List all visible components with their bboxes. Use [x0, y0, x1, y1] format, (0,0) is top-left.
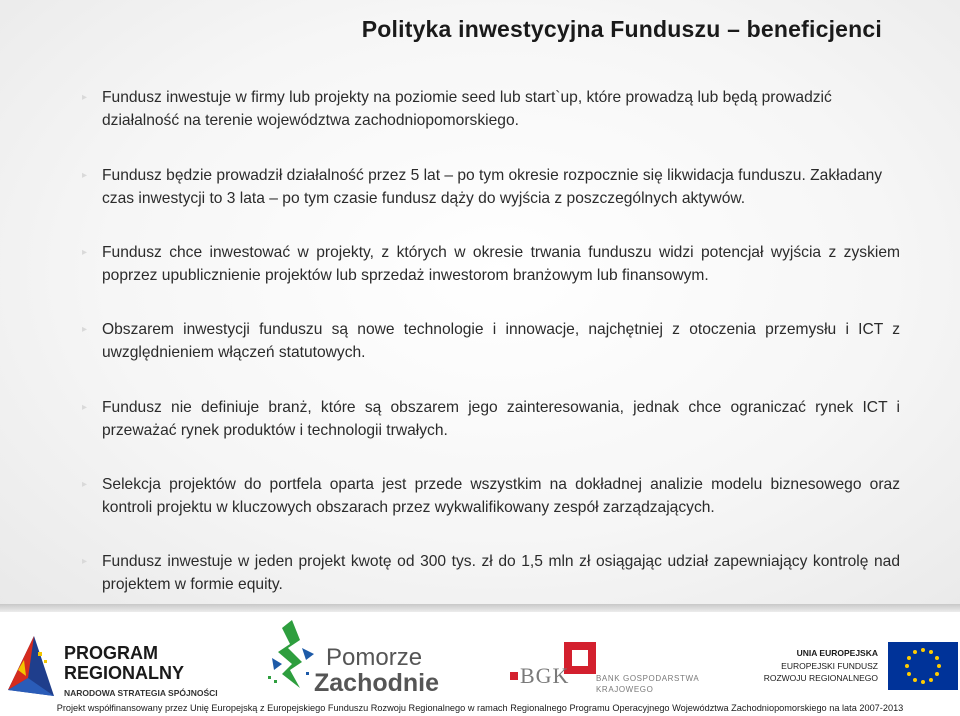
bullet-arrow-icon: ▸: [82, 170, 88, 181]
bullet-item: [82, 86, 900, 132]
eu-line2: EUROPEJSKI FUNDUSZ: [781, 661, 878, 671]
program-line2: REGIONALNY: [64, 663, 185, 683]
program-line1: PROGRAM: [64, 643, 158, 663]
bullet-text: Selekcja projektów do portfela oparta jest przede wszystkim na dokładnej analizie modelu biznesowego oraz kontroli projektu w kluczowych obszarach przez wykwalifikowany zespół zarządzających.: [102, 476, 900, 516]
pomorze-line1: Pomorze: [326, 644, 423, 671]
bullet-text: Obszarem inwestycji funduszu są nowe technologie i innowacje, najchętniej z otoczenia przemysłu i ICT z uwzględnieniem włączeń statutowych.: [102, 321, 900, 361]
bullet-item: [82, 396, 900, 442]
program-regionalny-emblem-icon: [4, 630, 58, 702]
footer-logos: [0, 612, 960, 716]
bullet-arrow-icon: ▸: [82, 247, 88, 258]
bullet-text: Fundusz będzie prowadził działalność przez 5 lat – po tym okresie rozpocznie się likwidacja funduszu. Zakładany czas inwestycji to 3 lata – po tym czasie fundusz dąży do wyjścia z poszczególnych aktywów.: [102, 167, 883, 207]
bullet-item: [82, 241, 900, 287]
bullet-text: Fundusz chce inwestować w projekty, z których w okresie trwania funduszu widzi potencjał wyjścia z zyskiem poprzez upublicznienie projektów lub sprzedaż inwestorom branżowym lub finansowym.: [102, 244, 900, 284]
bullet-arrow-icon: ▸: [82, 92, 88, 103]
bullet-item: [82, 318, 900, 364]
bullet-arrow-icon: ▸: [82, 556, 88, 567]
pomorze-emblem-icon: [262, 618, 320, 694]
eu-logo: [763, 642, 958, 702]
bgk-logo: [510, 642, 710, 702]
pomorze-line2: Zachodnie: [314, 669, 440, 697]
bullet-arrow-icon: ▸: [82, 479, 88, 490]
bullet-text: Fundusz nie definiuje branż, które są obszarem jego zainteresowania, jednak chce ograniczać rynek ICT i przeważać rynek produktów i technologii trwałych.: [102, 399, 900, 439]
eu-line3: ROZWOJU REGIONALNEGO: [763, 673, 878, 683]
footer-note: Projekt współfinansowany przez Unię Europejską z Europejskiego Funduszu Rozwoju Regionalnego w ramach Regionalnego Programu Operacyjnego Województwa Zachodniopomorskiego na lata 2007-2013: [56, 703, 904, 713]
program-regionalny-logo: [4, 626, 234, 706]
bullet-arrow-icon: ▸: [82, 324, 88, 335]
bullet-text: Fundusz inwestuje w jeden projekt kwotę od 300 tys. zł do 1,5 mln zł osiągając udział zapewniający kontrolę nad projektem w formie equity.: [102, 553, 900, 593]
slide-title: Polityka inwestycyjna Funduszu – beneficjenci: [361, 16, 882, 42]
bullet-text: Fundusz inwestuje w firmy lub projekty na poziomie seed lub start`up, które prowadzą lub będą prowadzić działalność na terenie województwa zachodniopomorskiego.: [102, 89, 832, 129]
eu-line1: UNIA EUROPEJSKA: [796, 648, 878, 658]
program-line3: NARODOWA STRATEGIA SPÓJNOŚCI: [64, 688, 218, 698]
bgk-mark: BGK: [520, 663, 570, 688]
eu-flag-icon: [888, 642, 958, 690]
bullet-item: [82, 164, 900, 210]
bgk-line1: BANK GOSPODARSTWA: [596, 674, 700, 683]
bgk-line2: KRAJOWEGO: [596, 685, 654, 694]
bullet-item: [82, 550, 900, 596]
bgk-dot-icon: [510, 672, 518, 680]
footer-divider: [0, 604, 960, 612]
bullet-arrow-icon: ▸: [82, 402, 88, 413]
bullet-item: [82, 473, 900, 519]
pomorze-zachodnie-logo: [262, 614, 442, 704]
